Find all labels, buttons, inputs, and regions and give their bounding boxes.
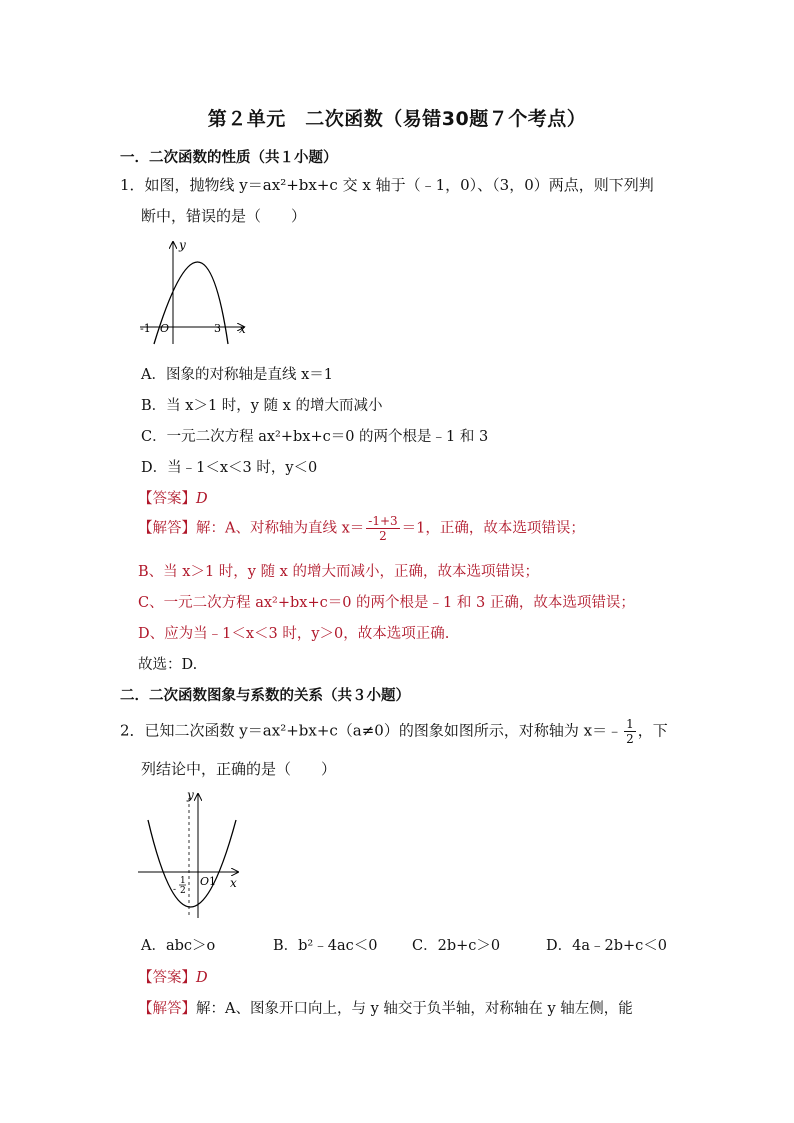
question-1-line-2: 断中，错误的是（ ）	[141, 207, 307, 225]
tick-label-half-sign: -	[173, 885, 177, 895]
answer-tag: 【答案】	[138, 970, 196, 986]
fraction	[624, 718, 636, 745]
analysis-a-text-end: ＝1，正确，故本选项错误；	[401, 520, 585, 537]
answer-1	[138, 487, 208, 508]
tick-label-half-num: 1	[180, 876, 186, 886]
x-axis-label: x	[239, 322, 246, 336]
y-axis-label: y	[187, 788, 194, 802]
choice-1: 故选：D.	[138, 657, 198, 673]
answer-value: D	[196, 970, 208, 986]
answer-tag: 【答案】	[138, 491, 196, 507]
answer-value: D	[196, 491, 208, 507]
analysis-a-text: 解：A、对称轴为直线 x＝	[196, 520, 365, 537]
analysis-1-d: D、应为当﹣1＜x＜3 时，y＞0，故本选项正确.	[138, 626, 450, 642]
tick-label-3: 3	[214, 322, 221, 335]
fraction-numerator: -1+3	[368, 514, 398, 528]
tick-label-half-den: 2	[180, 886, 186, 896]
tick-label-neg1: -1	[140, 322, 151, 335]
section-heading-1: 一．二次函数的性质（共１小题）	[120, 150, 338, 166]
fraction-denominator: 2	[379, 529, 387, 543]
analysis-text: 解：A、图象开口向上，与 y 轴交于负半轴，对称轴在 y 轴左侧，能	[196, 1001, 633, 1017]
tick-label-1: 1	[209, 875, 216, 888]
option-2-d: D．4a﹣2b+c＜0	[546, 938, 667, 954]
fraction-numerator: 1	[626, 717, 634, 731]
analysis-1-a	[138, 515, 585, 542]
option-1-c: C．一元二次方程 ax²+bx+c＝0 的两个根是﹣1 和 3	[141, 429, 489, 445]
parabola-curve	[148, 820, 236, 907]
origin-label: O	[200, 875, 210, 888]
option-1-d: D．当﹣1＜x＜3 时，y＜0	[141, 460, 318, 476]
page-title: 第２单元 二次函数（易错30题７个考点）	[207, 108, 587, 130]
origin-label: O	[160, 322, 170, 335]
option-2-b: B．b²﹣4ac＜0	[273, 938, 378, 954]
analysis-tag: 【解答】	[138, 1001, 196, 1017]
option-1-a: A．图象的对称轴是直线 x＝1	[141, 367, 333, 383]
question-2-text-end: ，下	[637, 721, 668, 740]
fraction	[366, 515, 399, 542]
section-heading-2: 二．二次函数图象与系数的关系（共３小题）	[120, 688, 410, 704]
fraction-denominator: 2	[626, 732, 634, 746]
analysis-1-c: C、一元二次方程 ax²+bx+c＝0 的两个根是﹣1 和 3 正确，故本选项错误；	[138, 595, 635, 611]
parabola-graph-2	[136, 788, 248, 920]
option-2-a: A．abc＞o	[141, 938, 216, 954]
question-2-line-1	[120, 718, 668, 745]
analysis-tag: 【解答】	[138, 520, 196, 537]
x-axis-label: x	[230, 876, 237, 890]
question-1-line-1: 1．如图，抛物线 y＝ax²+bx+c 交 x 轴于（﹣1，0）、（3，0）两点，则下列判	[120, 176, 654, 194]
option-1-b: B．当 x＞1 时，y 随 x 的增大而减小	[141, 398, 383, 414]
question-2-line-2: 列结论中，正确的是（ ）	[141, 760, 337, 778]
answer-2	[138, 966, 208, 987]
parabola-graph-1	[136, 236, 252, 348]
y-axis-label: y	[179, 238, 186, 252]
analysis-1-b: B、当 x＞1 时，y 随 x 的增大而减小，正确，故本选项错误；	[138, 564, 539, 580]
option-2-c: C．2b+c＞0	[412, 938, 501, 954]
analysis-2	[138, 997, 633, 1018]
question-2-text: 2．已知二次函数 y＝ax²+bx+c（a≠0）的图象如图所示，对称轴为 x＝﹣	[120, 721, 623, 740]
